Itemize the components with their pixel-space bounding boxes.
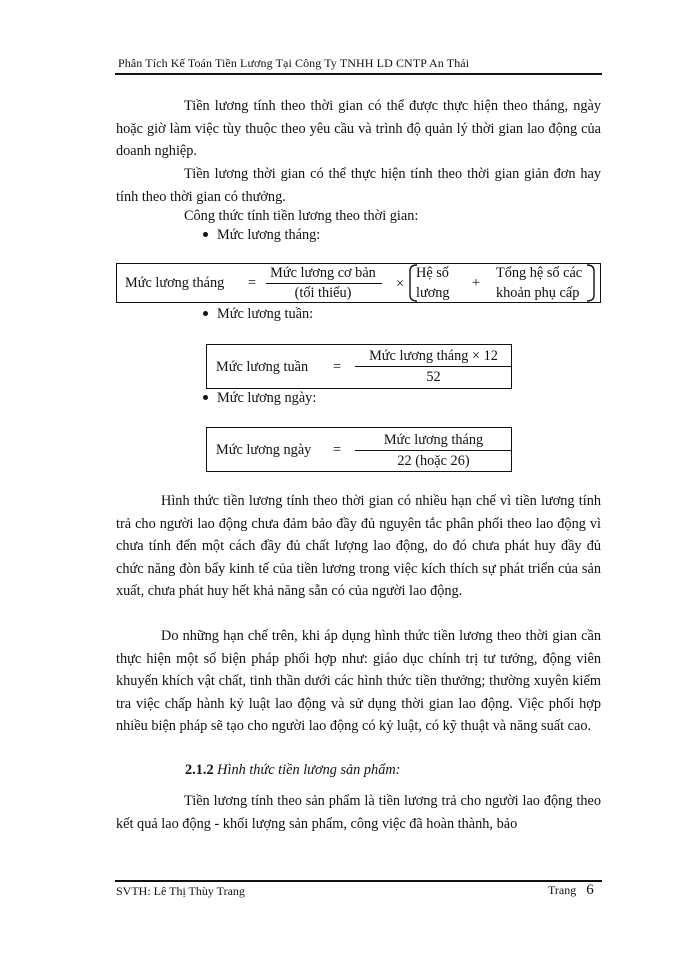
formula-weekly-fraction-bar: [355, 366, 512, 367]
formula-allowance-top: Tổng hệ số các: [496, 265, 583, 281]
paragraph-time-pay-types: Tiền lương thời gian có thể thực hiện tính theo thời gian giản đơn hay tính theo thời gian có thưởng.: [116, 166, 601, 205]
bullet-weekly-wage: [203, 306, 313, 323]
bullet-dot-icon: [203, 232, 208, 237]
formula-monthly-times: ×: [396, 276, 405, 292]
bullet-dot-icon: [203, 311, 208, 316]
formula-daily-equals: =: [333, 442, 342, 458]
formula-coef-top: Hệ số: [416, 265, 449, 281]
formula-monthly-equals: =: [248, 275, 257, 291]
bullet-dot-icon: [203, 395, 208, 400]
header-divider: [115, 73, 602, 75]
paragraph-time-based-pay: Tiền lương tính theo thời gian có thể được thực hiện theo tháng, ngày hoặc giờ làm việc tùy thuộc theo yêu cầu và trình độ quản lý thời gian lao động của doanh nghiệp.: [116, 98, 601, 160]
formula-monthly-fraction-bar: [266, 283, 382, 284]
page-header-title: Phân Tích Kế Toán Tiền Lương Tại Công Ty TNHH LD CNTP An Thái: [118, 56, 470, 70]
formula-monthly-denominator: (tối thiểu): [294, 285, 352, 301]
section-number: 2.1.2: [185, 762, 214, 778]
bullet-daily-label: Mức lương ngày:: [217, 390, 317, 406]
section-heading: [185, 762, 400, 779]
formula-monthly-numerator: Mức lương cơ bản: [270, 265, 376, 281]
bullet-daily-wage: [203, 390, 316, 407]
formula-weekly-equals: =: [333, 359, 342, 375]
bullet-monthly-label: Mức lương tháng:: [217, 227, 321, 243]
formula-weekly-label: Mức lương tuần: [216, 359, 309, 375]
footer-page: [548, 882, 594, 899]
right-bracket-icon: [584, 263, 600, 303]
formula-coef-bottom: lương: [416, 285, 450, 301]
paragraph-combined-measures: Do những hạn chế trên, khi áp dụng hình thức tiền lương theo thời gian cần thực hiện một số biện pháp phối hợp như: giáo dục chính trị tư tưởng, động viên khuyến khích vật chất, tinh thần dưới các hình thức tiền thưởng; thường xuyên kiểm tra việc chấp hành kỷ luật lao động và sử dụng thời gian lao động. Việc phối hợp nhiều biện pháp sẽ tạo cho người lao động có kỷ luật, có kỹ thuật và năng suất cao.: [116, 628, 601, 735]
paragraph-product-pay: Tiền lương tính theo sản phẩm là tiền lương trả cho người lao động theo kết quả lao động - khối lượng sản phẩm, công việc đã hoàn thành, bảo: [116, 793, 601, 832]
formula-daily-numerator: Mức lương tháng: [383, 432, 484, 448]
section-title: Hình thức tiền lương sản phẩm:: [217, 762, 401, 778]
formula-daily-fraction-bar: [355, 450, 512, 451]
formula-daily-denominator: 22 (hoặc 26): [397, 453, 470, 469]
paragraph-time-pay-limitations: Hình thức tiền lương tính theo thời gian có nhiều hạn chế vì tiền lương tính trả cho người lao động chưa đảm bảo đầy đủ nguyên tắc phân phối theo lao động vì chưa tính đến một cách đầy đủ chất lượng lao động, do đó chưa phát huy đầy đủ chức năng đòn bẩy kinh tế của tiền lương trong việc kích thích sự phát triển của sản xuất, chưa phát huy hết khả năng sẵn có của người lao động.: [116, 493, 601, 600]
formula-allowance-bottom: khoản phụ cấp: [496, 285, 580, 301]
formula-intro: Công thức tính tiền lương theo thời gian:: [184, 208, 419, 224]
bullet-monthly-wage: [203, 227, 320, 244]
formula-monthly-label: Mức lương tháng: [125, 275, 225, 291]
footer-page-number: 6: [586, 882, 594, 898]
bullet-weekly-label: Mức lương tuần:: [217, 306, 314, 322]
formula-daily-label: Mức lương ngày: [216, 442, 312, 458]
formula-weekly-numerator: Mức lương tháng × 12: [369, 348, 498, 364]
footer-author: SVTH: Lê Thị Thùy Trang: [116, 884, 245, 898]
formula-weekly-denominator: 52: [426, 369, 441, 385]
footer-divider: [115, 880, 602, 882]
footer-page-label: Trang: [548, 883, 577, 897]
formula-monthly-plus: +: [472, 275, 481, 291]
